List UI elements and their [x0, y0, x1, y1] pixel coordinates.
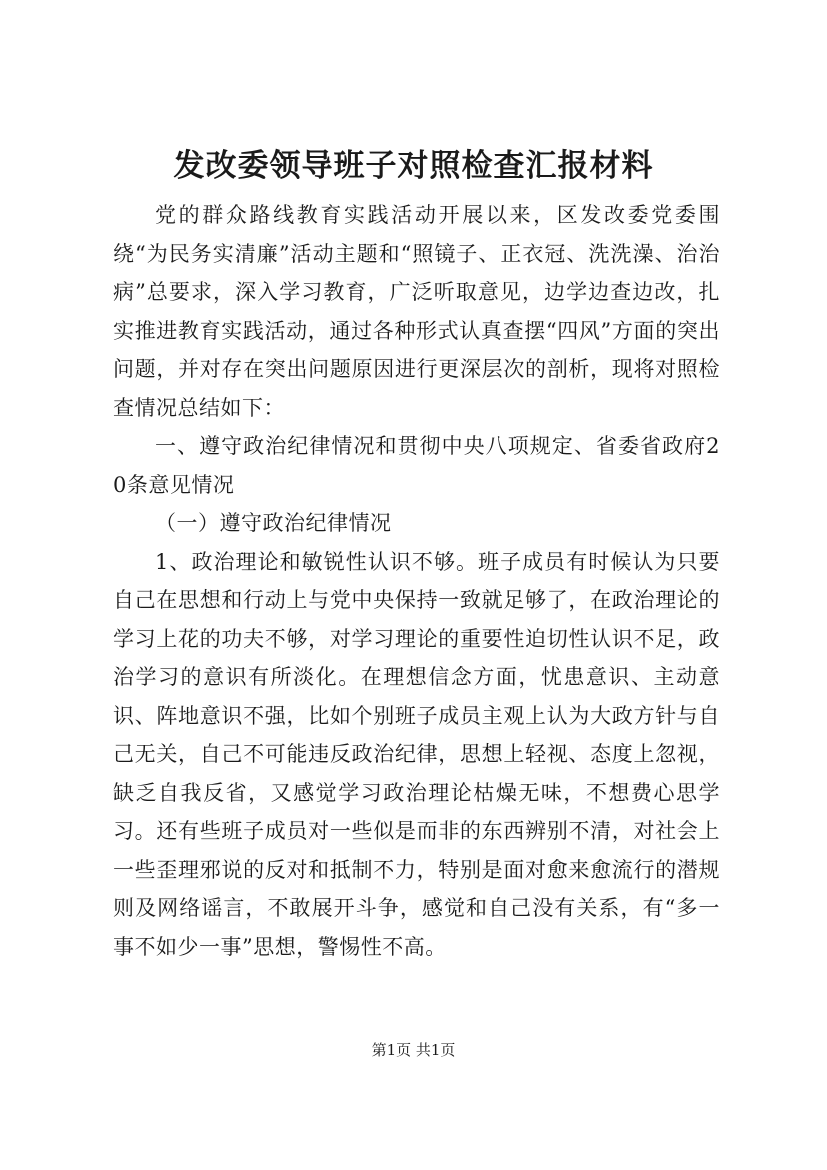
section-heading-1: 一、遵守政治纪律情况和贯彻中央八项规定、省委省政府20条意见情况: [113, 434, 720, 497]
page-footer: 第1页 共1页: [371, 1041, 456, 1059]
paragraph-item-1: 1、政治理论和敏锐性认识不够。班子成员有时候认为只要自己在思想和行动上与党中央保持一致就足够了，在政治理论的学习上花的功夫不够，对学习理论的重要性迫切性认识不足，政治学习的意识有所淡化。在理想信念方面，忧患意识、主动意识、阵地意识不强，比如个别班子成员主观上认为大政方针与自己无关，自己不可能违反政治纪律，思想上轻视、态度上忽视，缺乏自我反省，又感觉学习政治理论枯燥无味，不想费心思学习。还有些班子成员对一些似是而非的东西辨别不清，对社会上一些歪理邪说的反对和抵制不力，特别是面对愈来愈流行的潜规则及网络谣言，不敢展开斗争，感觉和自己没有关系，有“多一事不如少一事”思想，警惕性不高。: [113, 549, 720, 959]
paragraph-intro: 党的群众路线教育实践活动开展以来，区发改委党委围绕“为民务实清廉”活动主题和“照镜子、正衣冠、洗洗澡、治治病”总要求，深入学习教育，广泛听取意见，边学边查边改，扎实推进教育实践活动，通过各种形式认真查摆“四风”方面的突出问题，并对存在突出问题原因进行更深层次的剖析，现将对照检查情况总结如下：: [113, 203, 720, 420]
subsection-heading-1: （一）遵守政治纪律情况: [155, 511, 392, 535]
document-title: 发改委领导班子对照检查汇报材料: [173, 148, 654, 184]
document-body: [113, 196, 720, 966]
